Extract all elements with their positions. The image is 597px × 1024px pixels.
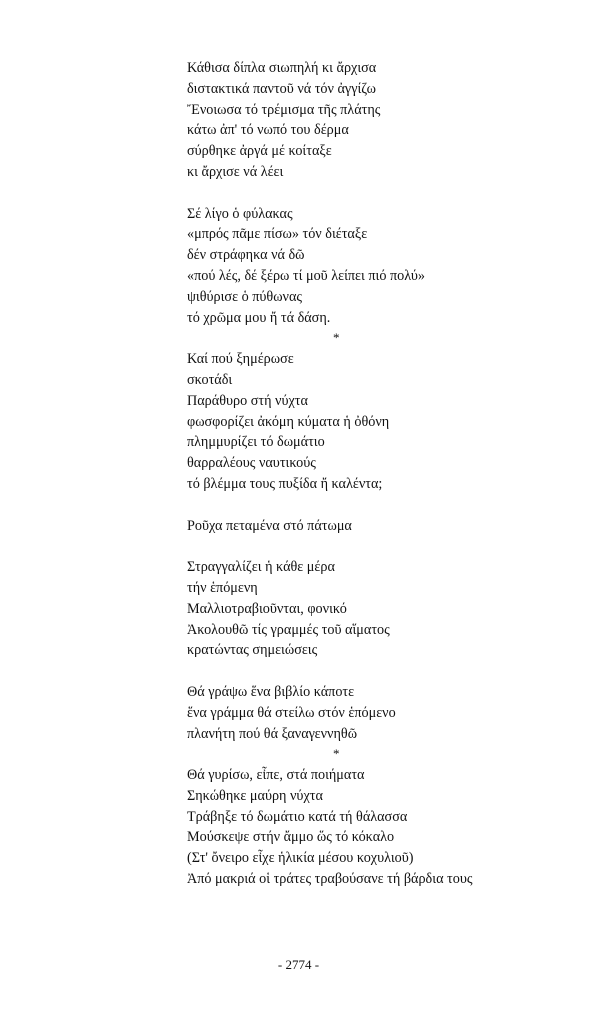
poem-line: πλανήτη πού θά ξαναγεννηθῶ	[187, 725, 358, 742]
poem-line: Παράθυρο στή νύχτα	[187, 392, 308, 409]
poem-line: κρατώντας σημειώσεις	[187, 642, 318, 659]
poem-line: πλημμυρίζει τό δωμάτιο	[187, 434, 325, 451]
poem-line: Μούσκεψε στήν ἄμμο ὥς τό κόκαλο	[187, 829, 395, 846]
poem-line: ψιθύρισε ὁ πύθωνας	[187, 288, 302, 305]
poem-line: Ροῦχα πεταμένα στό πάτωμα	[187, 517, 352, 534]
poem-line: Σέ λίγο ὁ φύλακας	[187, 205, 293, 222]
poem-line: Τράβηξε τό δωμάτιο κατά τή θάλασσα	[187, 808, 408, 825]
section-asterisk: *	[333, 746, 340, 762]
poem-line: δέν στράφηκα νά δῶ	[187, 247, 305, 264]
page-number: - 2774 -	[277, 957, 320, 972]
poem-line: Ἀπό μακριά οἱ τράτες τραβούσανε τή βάρδια τους	[187, 871, 473, 888]
poem-line: σύρθηκε ἀργά μέ κοίταξε	[187, 143, 332, 160]
poem-line: Ἔνοιωσα τό τρέμισμα τῆς πλάτης	[187, 101, 381, 118]
poem-line: ἕνα γράμμα θά στείλω στόν ἑπόμενο	[187, 704, 396, 721]
poem-line: τήν ἑπόμενη	[187, 579, 258, 596]
poem-line: Θά γυρίσω, εἶπε, στά ποιήματα	[187, 767, 365, 784]
stanza-break	[187, 661, 472, 682]
poem-line: Θά γράψω ἕνα βιβλίο κάποτε	[187, 683, 355, 700]
poem-line: κάτω ἀπ' τό νωπό του δέρμα	[187, 122, 349, 139]
poem-line: Κάθισα δίπλα σιωπηλή κι ἄρχισα	[187, 60, 377, 76]
poem-line: διστακτικά παντοῦ νά τόν ἀγγίζω	[187, 80, 376, 97]
poem-line: τό βλέμμα τους πυξίδα ἤ καλέντα;	[187, 475, 383, 492]
poem-line: Σηκώθηκε μαύρη νύχτα	[187, 787, 323, 804]
poem-line: (Στ' ὄνειρο εἶχε ἡλικία μέσου κοχυλιοῦ)	[187, 850, 414, 867]
poem-line: Μαλλιοτραβιοῦνται, φονικό	[187, 600, 347, 617]
stanza-break	[187, 536, 472, 557]
poem-line: Στραγγαλίζει ἡ κάθε μέρα	[187, 559, 335, 576]
poem-line: σκοτάδι	[187, 371, 233, 388]
poem-line: φωσφορίζει ἀκόμη κύματα ἡ ὀθόνη	[187, 413, 390, 430]
stanza-break	[187, 495, 472, 516]
stanza-break	[187, 183, 472, 204]
poem-line: «μπρός πᾶμε πίσω» τόν διέταξε	[187, 226, 368, 243]
poem-line: κι ἄρχισε νά λέει	[187, 163, 284, 180]
poem-line: «πού λές, δέ ξέρω τί μοῦ λείπει πιό πολύ»	[187, 267, 426, 284]
poem-line: τό χρῶμα μου ἤ τά δάση.	[187, 309, 331, 326]
poem-line: Ἀκολουθῶ τίς γραμμές τοῦ αἵματος	[187, 621, 390, 638]
poem-line: θαρραλέους ναυτικούς	[187, 455, 316, 472]
poem-line: Καί πού ξημέρωσε	[187, 351, 294, 368]
poem-text	[187, 58, 472, 890]
section-asterisk: *	[333, 330, 340, 346]
